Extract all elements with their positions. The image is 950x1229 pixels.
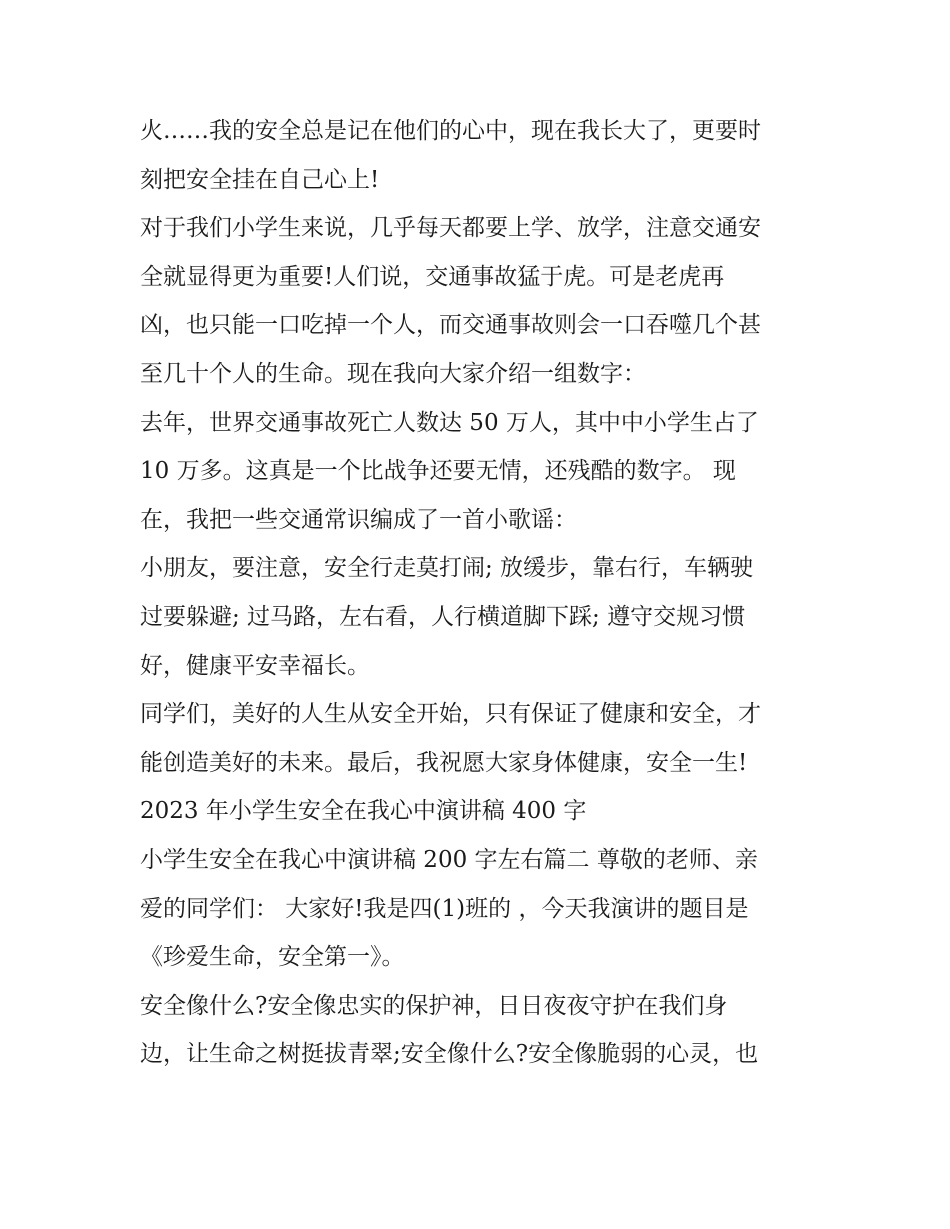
text-line: 在，我把一些交通常识编成了一首小歌谣：: [140, 506, 577, 533]
text-line: 过要躲避; 过马路，左右看，人行横道脚下踩; 遵守交规习惯: [140, 603, 746, 630]
text-line: 好，健康平安幸福长。: [140, 652, 370, 679]
text-line: 至几十个人的生命。现在我向大家介绍一组数字：: [140, 360, 646, 387]
text-line: 凶，也只能一口吃掉一个人，而交通事故则会一口吞噬几个甚: [140, 312, 761, 339]
text-line: 火……我的安全总是记在他们的心中，现在我长大了，更要时: [140, 118, 761, 144]
text-line: 10 万多。这真是一个比战争还要无情，还残酷的数字。 现: [140, 458, 736, 485]
text-line: 小朋友，要注意，安全行走莫打闹; 放缓步，靠右行，车辆驶: [140, 555, 754, 582]
text-line: 《珍爱生命，安全第一》。: [140, 944, 405, 971]
text-line: 边，让生命之树挺拔青翠;安全像什么?安全像脆弱的心灵，也: [140, 1041, 759, 1068]
text-line: 同学们，美好的人生从安全开始，只有保证了健康和安全，才: [140, 701, 761, 728]
text-line: 去年，世界交通事故死亡人数达 50 万人，其中中小学生占了: [140, 409, 759, 436]
text-line: 小学生安全在我心中演讲稿 200 字左右篇二 尊敬的老师、亲: [140, 846, 758, 873]
section-heading: 2023 年小学生安全在我心中演讲稿 400 字: [140, 798, 587, 825]
text-line: 能创造美好的未来。最后，我祝愿大家身体健康，安全一生!: [140, 749, 748, 776]
text-line: 全就显得更为重要!人们说，交通事故猛于虎。可是老虎再: [140, 263, 725, 290]
text-line: 刻把安全挂在自己心上!: [140, 166, 380, 193]
text-line: 爱的同学们： 大家好!我是四(1)班的 ，今天我演讲的题目是: [140, 895, 749, 922]
text-line: 对于我们小学生来说，几乎每天都要上学、放学，注意交通安: [140, 215, 761, 242]
document-body: [140, 107, 820, 1079]
text-line: 安全像什么?安全像忠实的保护神，日日夜夜守护在我们身: [140, 992, 728, 1019]
